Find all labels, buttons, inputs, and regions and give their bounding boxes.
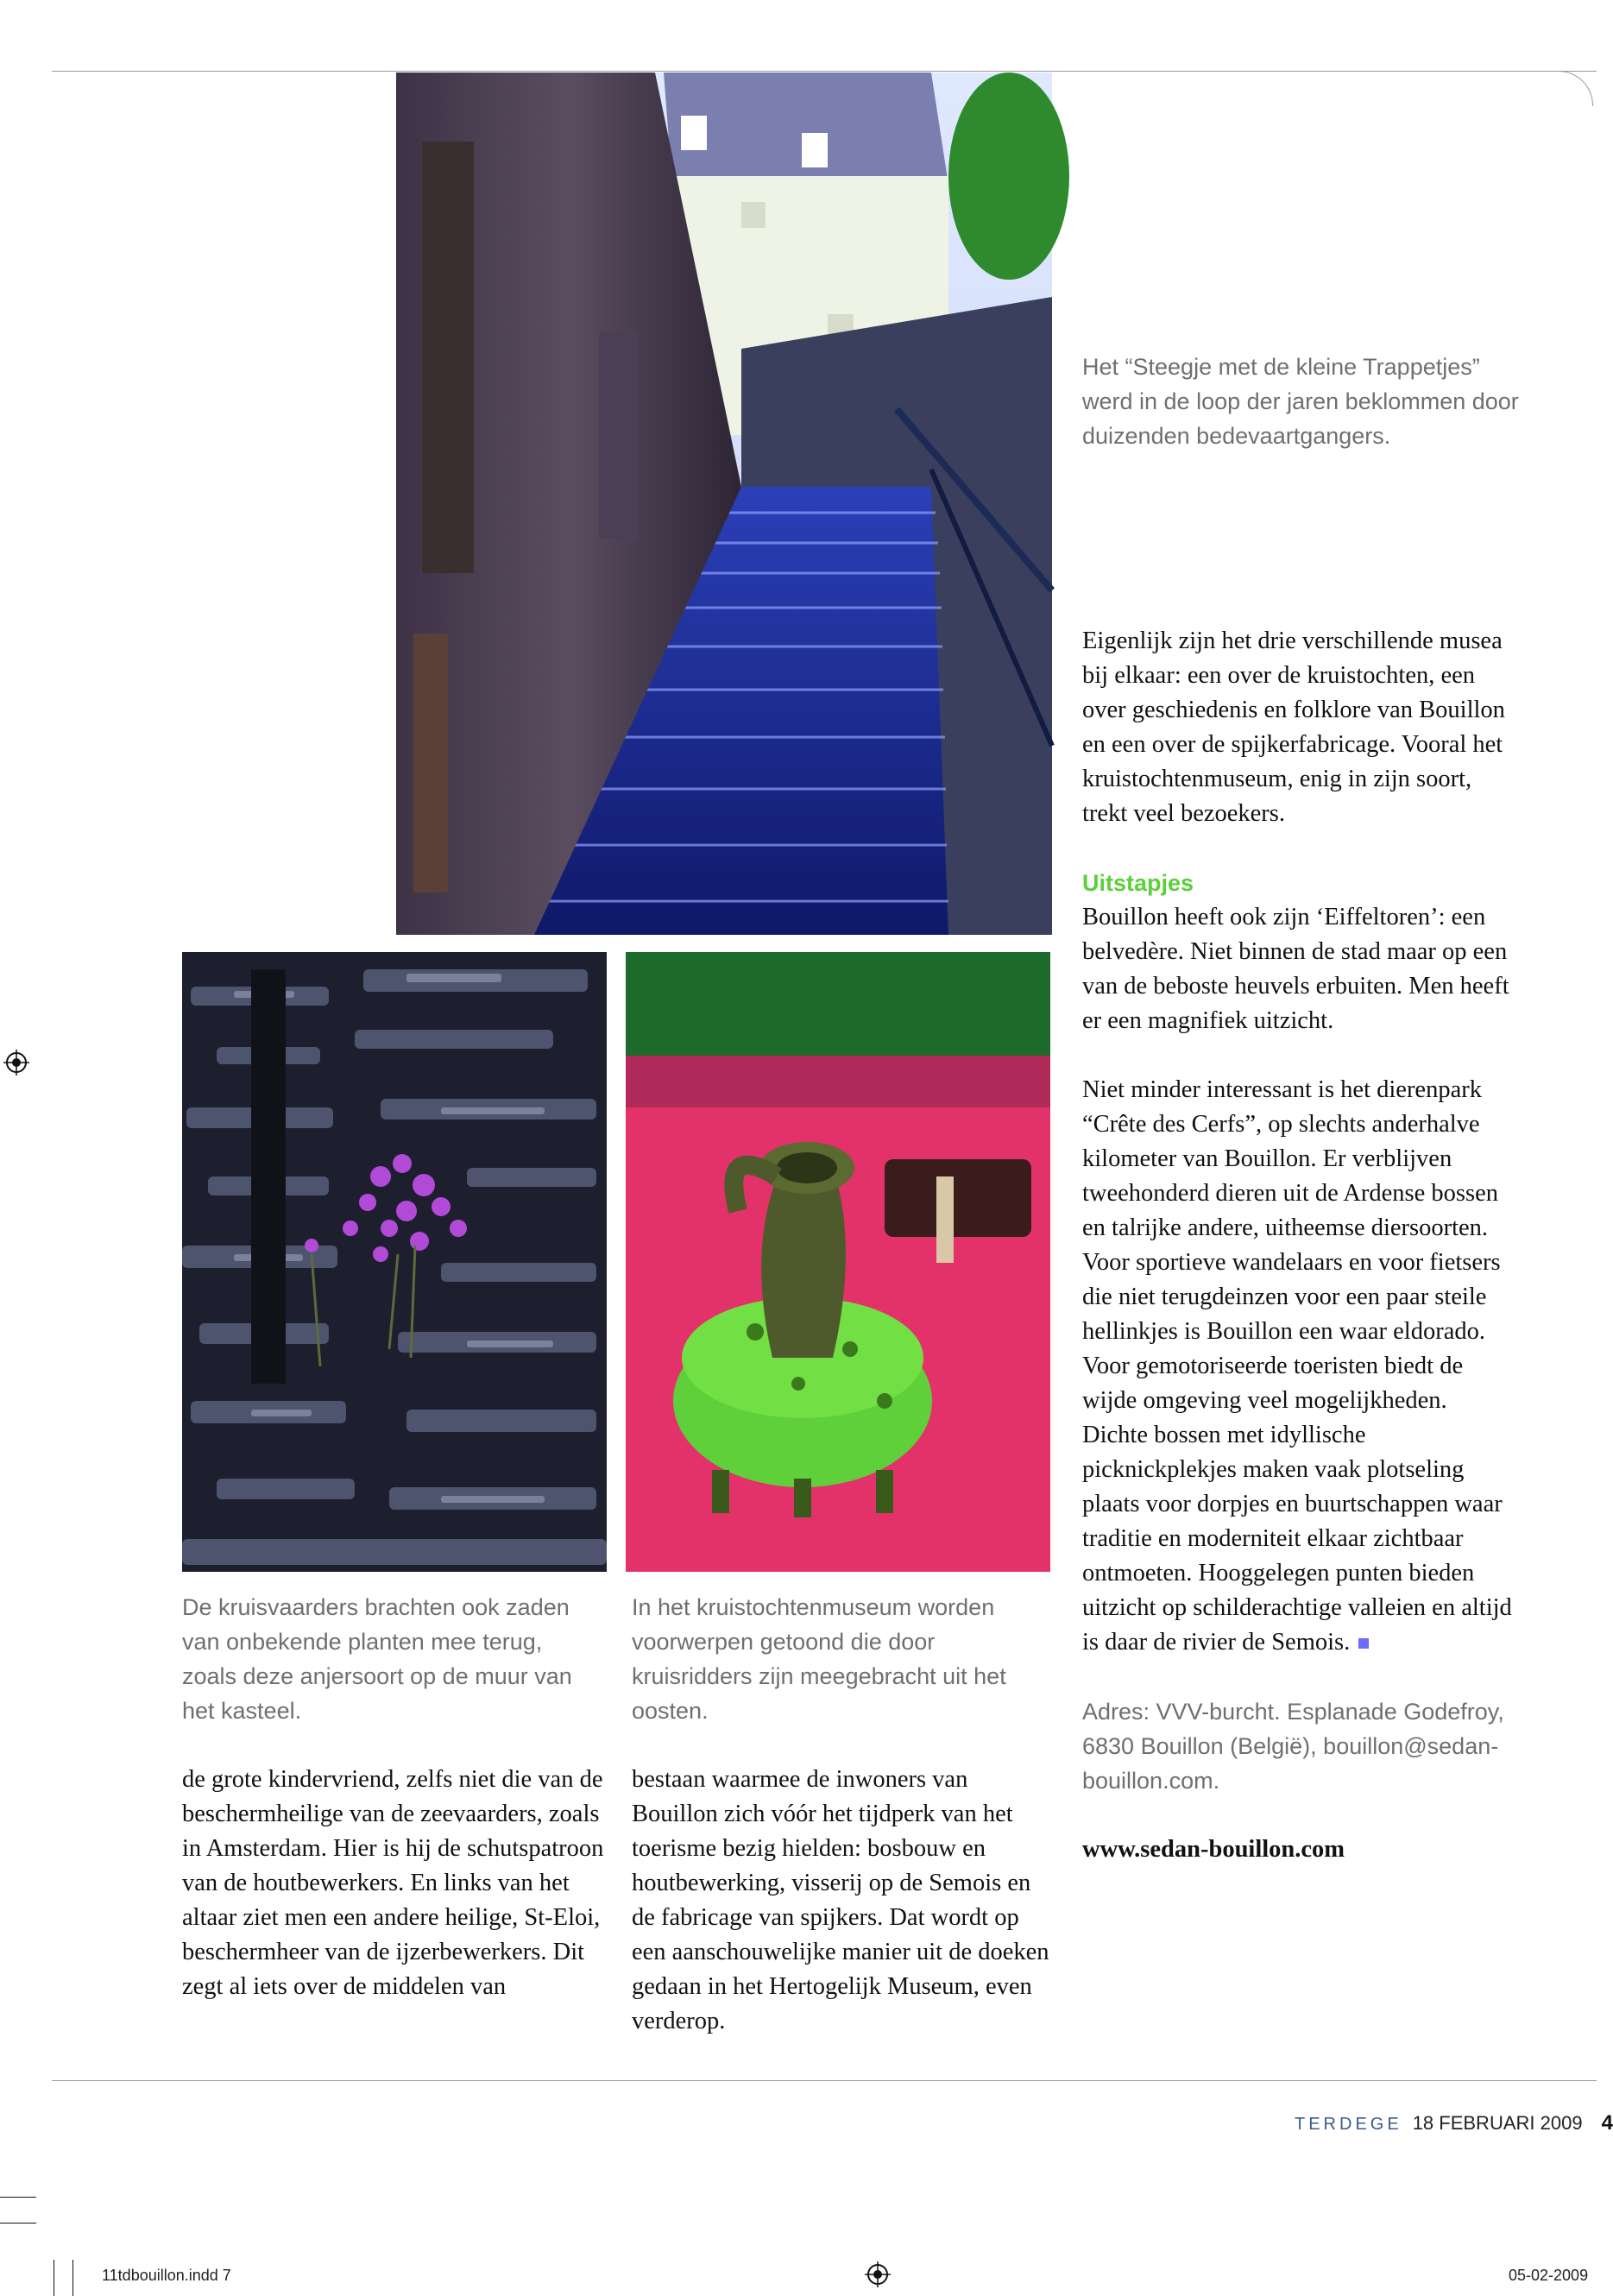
right-paragraph-belvedere: Bouillon heeft ook zijn ‘Eiffeltoren’: een belvedère. Niet binnen de stad maar op een van de beboste heuvels erbuiten. Men heeft er een magnifiek uitzicht. (1082, 904, 1509, 1034)
page-number: 4 (1601, 2111, 1613, 2135)
slug-filename: 11tdbouillon.indd 7 (102, 2267, 231, 2284)
right-paragraph-wandelaars: Voor sportieve wandelaars en voor fietsers die niet terugdeinzen voor een paar steile hellinkjes is Bouillon een waar eldorado. (1082, 1249, 1501, 1345)
flowers-caption: De kruisvaarders brachten ook zaden van onbekende planten mee terug, zoals deze anjersoort op de muur van het kasteel. (182, 1594, 572, 1724)
website-link[interactable]: www.sedan-bouillon.com (1082, 1836, 1345, 1863)
wall-flowers-photo (182, 952, 607, 1572)
right-column (1082, 624, 1514, 1867)
slug-date: 05-02-2009 (1509, 2267, 1589, 2284)
right-paragraph-dierenpark: Niet minder interessant is het dierenpark “Crête des Cerfs”, op slechts anderhalve kilometer van Bouillon. Er verblijven tweehonderd dieren uit de Ardense bossen en talrijke andere, uitheemse diersoorten. (1082, 1076, 1498, 1241)
jug-caption: In het kruistochtenmuseum worden voorwerpen getoond die door kruisridders zijn meegebracht uit het oosten. (632, 1594, 1006, 1724)
issue-date: 18 FEBRUARI 2009 (1412, 2112, 1583, 2134)
middle-column-text: bestaan waarmee de inwoners van Bouillon zich vóór het tijdperk van het toerisme bezig hielden: bosbouw en houtbewerking, visserij op de Semois en de fabricage van spijkers. Dat wordt op een aanschouwelijke manier uit de doeken gedaan in het Hertogelijk Museum, even verderop. (632, 1766, 1049, 2034)
registration-mark-icon (3, 1050, 29, 1075)
section-heading-uitstapjes: Uitstapjes (1082, 870, 1194, 896)
magazine-name: TERDEGE (1295, 2115, 1402, 2134)
right-paragraph-toeristen (1082, 1349, 1514, 1660)
left-column-text: de grote kindervriend, zelfs niet die van de beschermheilige van de zeevaarders, zoals in Amsterdam. Hier is hij de schutspatroon van de houtbewerkers. En links van het altaar ziet men een andere heilige, St-Eloi, beschermheer van de ijzerbewerkers. Dit zegt al iets over de middelen van (182, 1766, 604, 2000)
stairs-photo (396, 73, 1052, 935)
crop-mark (72, 2260, 73, 2296)
right-paragraph-toeristen-text: Voor gemotoriseerde toeristen biedt de wijde omgeving veel mogelijkheden. Dichte bossen met idyllische picknickplekjes maken vaak plotseling plaats voor dorpjes en buurtschappen waar traditie en moderniteit elkaar zichtbaar ontmoeten. Hooggelegen punten bieden uitzicht op schilderachtige valleien en altijd is daar de rivier de Semois. (1082, 1353, 1512, 1656)
jug-photo (626, 952, 1050, 1572)
right-paragraph-museums: Eigenlijk zijn het drie verschillende musea bij elkaar: een over de kruistochten, een over geschiedenis en folklore van Bouillon en een over de spijkerfabricage. Vooral het kruistochtenmuseum, enig in zijn soort, trekt veel bezoekers. (1082, 628, 1505, 827)
crop-mark (0, 2197, 36, 2198)
top-rule-corner (1558, 71, 1593, 106)
top-rule (52, 71, 1597, 72)
bottom-rule (52, 2080, 1597, 2081)
stairs-caption: Het “Steegje met de kleine Trappetjes” werd in de loop der jaren beklommen door duizenden bedevaartgangers. (1082, 354, 1519, 449)
registration-mark-icon (865, 2261, 891, 2287)
end-of-article-icon (1358, 1638, 1369, 1649)
address-text: Adres: VVV-burcht. Esplanade Godefroy, 6830 Bouillon (België), bouillon@sedan-bouillon.com. (1082, 1699, 1504, 1794)
page-footer (1295, 2111, 1613, 2135)
